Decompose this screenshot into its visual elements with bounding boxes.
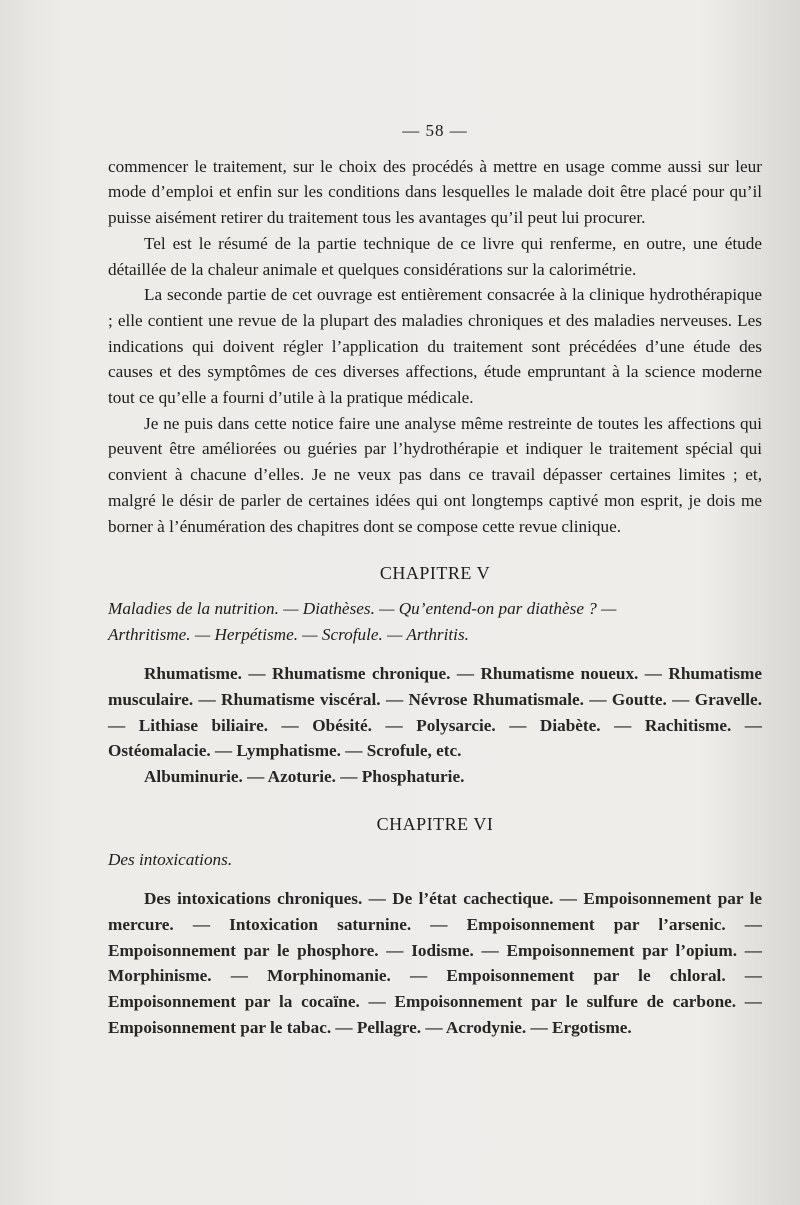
- chapter-5-list-text: Rhumatisme. — Rhumatisme chronique. — Rhumatisme noueux. — Rhumatisme musculaire. — Rhumatisme viscéral. — Névrose Rhumatismale. — Goutte. — Gravelle. — Lithiase biliaire. — Obésité. — Polysarcie. — Diabète. — Rachitisme. — Ostéomalacie. — Lymphatisme. — Scrofule, etc.: [108, 664, 762, 761]
- page-number: — 58 —: [402, 121, 468, 140]
- chapter-6-list: [108, 886, 762, 1040]
- chapter-5-list-text-2: Albuminurie. — Azoturie. — Phosphaturie.: [144, 767, 465, 787]
- chapter-6-subtitle: Des intoxications.: [108, 849, 233, 869]
- page-content: [108, 118, 762, 1041]
- paragraph-4: Je ne puis dans cette notice faire une analyse même restreinte de toutes les affections qui peuvent être améliorées ou guéries par l’hydrothérapie et indiquer le traitement spécial qui convient à chacune d’elles. Je ne veux pas dans ce travail dépasser certaines limites ; et, malgré le désir de parler de certaines idées qui ont longtemps captivé mon esprit, je dois me borner à l’énumération des chapitres dont se compose cette revue clinique.: [108, 413, 762, 536]
- chapter-6-list-text: Des intoxications chroniques. — De l’état cachectique. — Empoisonnement par le mercure. — Intoxication saturnine. — Empoisonnement par l’arsenic. — Empoisonnement par le phosphore. — Iodisme. — Empoisonnement par l’opium. — Morphinisme. — Morphinomanie. — Empoisonnement par le chloral. — Empoisonnement par la cocaïne. — Empoisonnement par le sulfure de carbone. — Empoisonnement par le tabac. — Pellagre. — Acrodynie. — Ergotisme.: [108, 889, 762, 1037]
- paragraph-3: La seconde partie de cet ouvrage est entièrement consacrée à la clinique hydrothérapique ; elle contient une revue de la plupart des maladies chroniques et des maladies nerveuses. Les indications qui doivent régler l’application du traitement sont précédées d’une étude des causes et des symptômes de ces diverses affections, étude empruntant à la science moderne tout ce qu’elle a fourni d’utile à la pratique médicale.: [108, 285, 762, 408]
- paragraph-2: Tel est le résumé de la partie technique de ce livre qui renferme, en outre, une étude détaillée de la chaleur animale et quelques considérations sur la calorimétrie.: [108, 233, 762, 279]
- chapter-5-subtitle-line-2: Arthritisme. — Herpétisme. — Scrofule. — Arthritis.: [108, 624, 469, 644]
- chapter-5-subtitle-line-1: Maladies de la nutrition. — Diathèses. — Qu’entend-on par diathèse ? —: [108, 598, 617, 618]
- chapter-5-list: [108, 661, 762, 790]
- chapter-6-title: CHAPITRE VI: [376, 813, 494, 834]
- paragraph-1: commencer le traitement, sur le choix des procédés à mettre en usage comme aussi sur leur mode d’emploi et enfin sur les conditions dans lesquelles le malade doit être placé pour qu’il puisse aisément retirer du traitement tous les avantages qu’il peut lui procurer.: [108, 156, 762, 228]
- chapter-5-title: CHAPITRE V: [379, 563, 491, 584]
